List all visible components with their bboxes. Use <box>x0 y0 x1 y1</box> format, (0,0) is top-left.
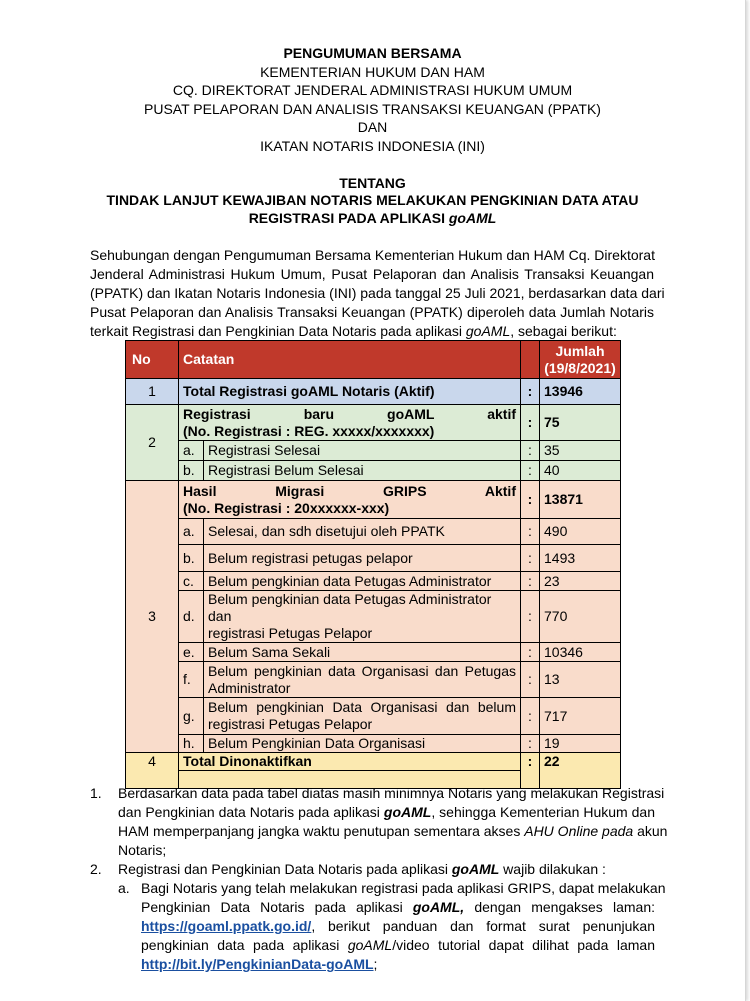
header-line-ppatk: PUSAT PELAPORAN DAN ANALISIS TRANSAKSI KEUANGAN (PPATK) <box>144 101 601 117</box>
header-line-and: DAN <box>357 119 388 135</box>
point-2-number: 2. <box>90 861 102 877</box>
intro-paragraph <box>90 246 665 341</box>
point-2a-number: a. <box>118 880 130 896</box>
intro-line: Jenderal Administrasi Hukum Umum, Pusat Pelaporan dan Analisis Transaksi Keuangan <box>90 266 654 282</box>
header-catatan: Catatan <box>179 341 521 379</box>
table-row: h. Belum Pengkinian Data Organisasi : 19 <box>126 735 621 753</box>
table-row: b. Registrasi Belum Selesai : 40 <box>126 461 621 481</box>
header-tentang: TENTANG <box>339 175 406 191</box>
table-row: f. Belum pengkinian data Organisasi dan Petugas Administrator : 13 <box>126 662 621 698</box>
table-row: a. Registrasi Selesai : 35 <box>126 441 621 461</box>
intro-line: (PPATK) dan Ikatan Notaris Indonesia (INI) pada tanggal 25 Juli 2021, berdasarkan data dari <box>90 285 665 301</box>
table-row: e. Belum Sama Sekali : 10346 <box>126 643 621 662</box>
table-row: 3 Hasil Migrasi GRIPS Aktif (No. Registrasi : 20xxxxxx-xxx) : 13871 <box>126 481 621 519</box>
table-row: c. Belum pengkinian data Petugas Administrator : 23 <box>126 572 621 591</box>
table-row: 1 Total Registrasi goAML Notaris (Aktif) : 13946 <box>126 379 621 405</box>
point-1: Berdasarkan data pada tabel diatas masih minimnya Notaris yang melakukan Registrasi dan Pengkinian data Notaris pada aplikasi goAML, sehingga Kementerian Hukum dan HAM memperpanjang jangka waktu penutupan sementara akses AHU Online pada akun Notaris; <box>118 785 668 858</box>
table-row: b. Belum registrasi petugas pelapor : 1493 <box>126 545 621 572</box>
header-line-ini: IKATAN NOTARIS INDONESIA (INI) <box>260 138 485 154</box>
header-line-ministry: KEMENTERIAN HUKUM DAN HAM <box>260 64 485 80</box>
intro-line: Pusat Pelaporan dan Analisis Transaksi Keuangan (PPATK) diperoleh data Jumlah Notaris <box>90 304 654 320</box>
table-row: d. Belum pengkinian data Petugas Administrator dan registrasi Petugas Pelapor : 770 <box>126 591 621 643</box>
goaml-link[interactable]: https://goaml.ppatk.go.id/ <box>141 918 312 934</box>
point-2: Registrasi dan Pengkinian Data Notaris pada aplikasi goAML wajib dilakukan : <box>118 861 606 877</box>
subject-line-2: REGISTRASI PADA APLIKASI goAML <box>248 210 497 226</box>
header-no: No <box>126 341 179 379</box>
point-2a: Bagi Notaris yang telah melakukan registrasi pada aplikasi GRIPS, dapat melakukan Pengkinian Data Notaris pada aplikasi goAML, dengan mengakses laman: https://goaml.ppatk.go.id/, berikut panduan dan format surat penunjukan pengkinian data pada aplikasi goAML/video tutorial dapat dilihat pada laman http://bit.ly/PengkinianData-goAML; <box>141 880 666 972</box>
intro-line: terkait Registrasi dan Pengkinian Data Notaris pada aplikasi goAML, sebagai berikut: <box>90 323 617 339</box>
table-row: g. Belum pengkinian Data Organisasi dan belum registrasi Petugas Pelapor : 717 <box>126 698 621 735</box>
intro-line: Sehubungan dengan Pengumuman Bersama Kementerian Hukum dan HAM Cq. Direktorat <box>90 247 655 263</box>
point-1-number: 1. <box>90 785 102 801</box>
data-table <box>125 340 621 789</box>
header-line-directorate: CQ. DIREKTORAT JENDERAL ADMINISTRASI HUKUM UMUM <box>172 82 573 98</box>
tutorial-link[interactable]: http://bit.ly/PengkinianData-goAML <box>141 956 374 972</box>
table-header-row <box>126 341 621 379</box>
table-row: 4 Total Dinonaktifkan : 22 <box>126 753 621 771</box>
table-row: 2 Registrasi baru goAML aktif (No. Registrasi : REG. xxxxx/xxxxxxx) : 75 <box>126 405 621 441</box>
announcement-title: PENGUMUMAN BERSAMA <box>283 45 462 61</box>
header-jumlah: Jumlah (19/8/2021) <box>540 341 621 379</box>
table-row: a. Selesai, dan sdh disetujui oleh PPATK : 490 <box>126 519 621 545</box>
subject-line-1: TINDAK LANJUT KEWAJIBAN NOTARIS MELAKUKAN PENGKINIAN DATA ATAU <box>106 192 639 208</box>
